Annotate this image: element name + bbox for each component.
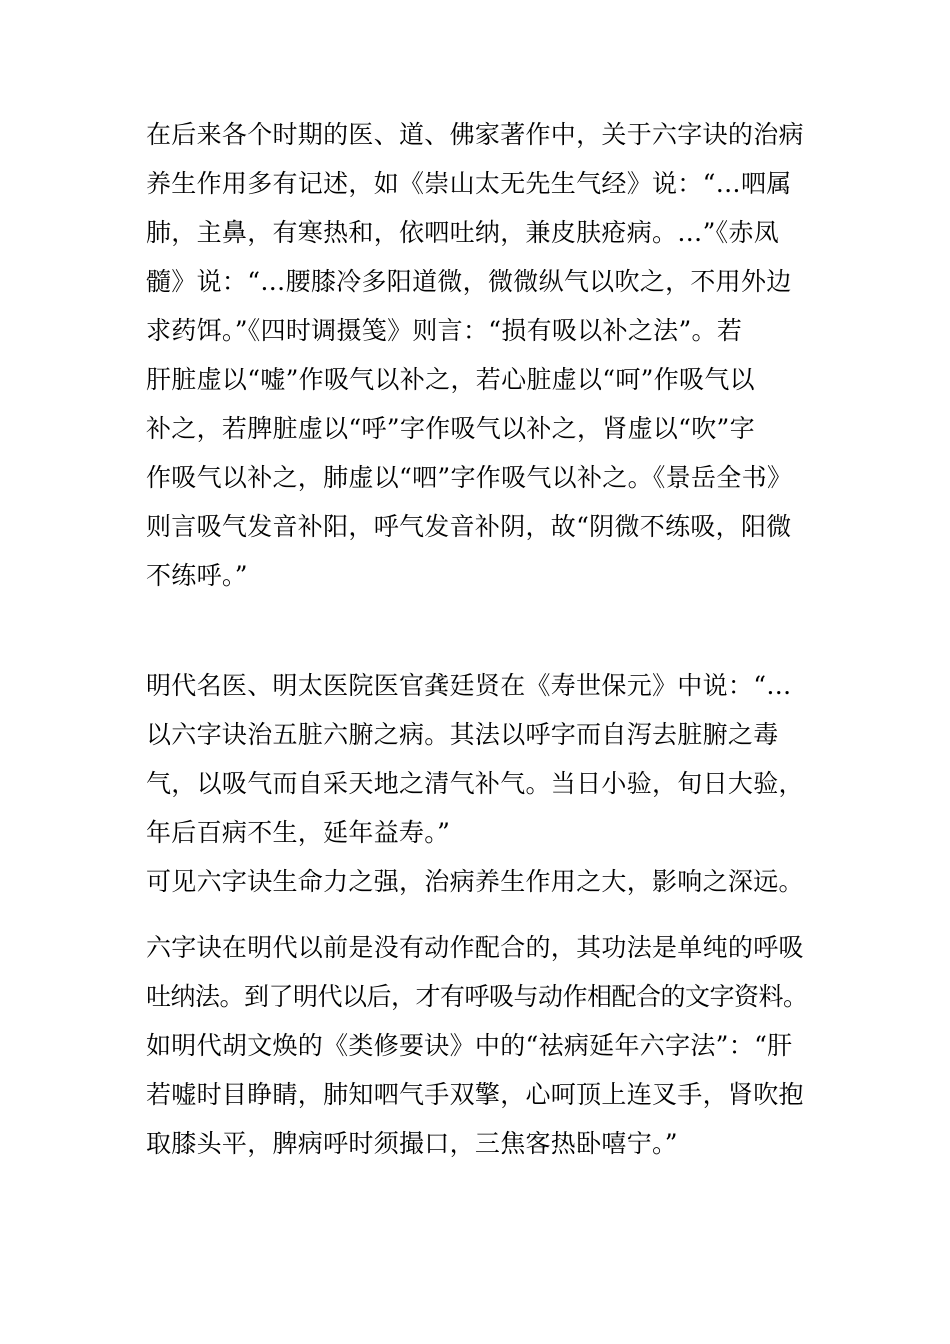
paragraph-line: 取膝头平，脾病呼时须撮口，三焦客热卧嘻宁。” [146, 1129, 678, 1158]
paragraph-line: 作吸气以补之，肺虚以“呬”字作吸气以补之。《景岳全书》 [146, 463, 793, 492]
paragraph-3 [146, 857, 811, 906]
paragraph-line: 如明代胡文焕的《类修要诀》中的“祛病延年六字法”：“肝 [146, 1031, 793, 1060]
paragraph-line: 求药饵。”《四时调摄笺》则言：“损有吸以补之法”。若 [146, 316, 743, 345]
paragraph-line: 吐纳法。到了明代以后，才有呼吸与动作相配合的文字资料。 [146, 982, 808, 1011]
paragraph-line: 不练呼。” [146, 561, 248, 590]
paragraph-line: 以六字诀治五脏六腑之病。其法以呼字而自泻去脏腑之毒 [146, 720, 779, 749]
paragraph-line: 气，以吸气而自采天地之清气补气。当日小验，旬日大验， [146, 769, 804, 798]
paragraph-line: 补之，若脾脏虚以“呼”字作吸气以补之，肾虚以“吹”字 [146, 414, 755, 443]
paragraph-line: 则言吸气发音补阳，呼气发音补阴，故“阴微不练吸，阳微 [146, 512, 792, 541]
paragraph-line: 若嘘时目睁睛，肺知呬气手双擎，心呵顶上连叉手，肾吹抱 [146, 1080, 804, 1109]
paragraph-line: 六字诀在明代以前是没有动作配合的，其功法是单纯的呼吸 [146, 933, 804, 962]
paragraph-line: 在后来各个时期的医、道、佛家著作中，关于六字诀的治病 [146, 120, 804, 149]
paragraph-line: 明代名医、明太医院医官龚廷贤在《寿世保元》中说：“… [146, 671, 792, 700]
paragraph-line: 养生作用多有记述，如《崇山太无先生气经》说：“…呬属 [146, 169, 792, 198]
paragraph-line: 肺，主鼻，有寒热和，依呬吐纳，兼皮肤疮病。…”《赤凤 [146, 218, 780, 247]
paragraph-line: 髓》说：“…腰膝冷多阳道微，微微纵气以吹之，不用外边 [146, 267, 792, 296]
paragraph-line: 年后百病不生，延年益寿。” [146, 818, 451, 847]
paragraph-4 [146, 923, 811, 1168]
paragraph-line: 可见六字诀生命力之强，治病养生作用之大，影响之深远。 [146, 867, 804, 896]
paragraph-2 [146, 661, 811, 857]
paragraph-1 [146, 110, 811, 600]
paragraph-line: 肝脏虚以“嘘”作吸气以补之，若心脏虚以“呵”作吸气以 [146, 365, 755, 394]
